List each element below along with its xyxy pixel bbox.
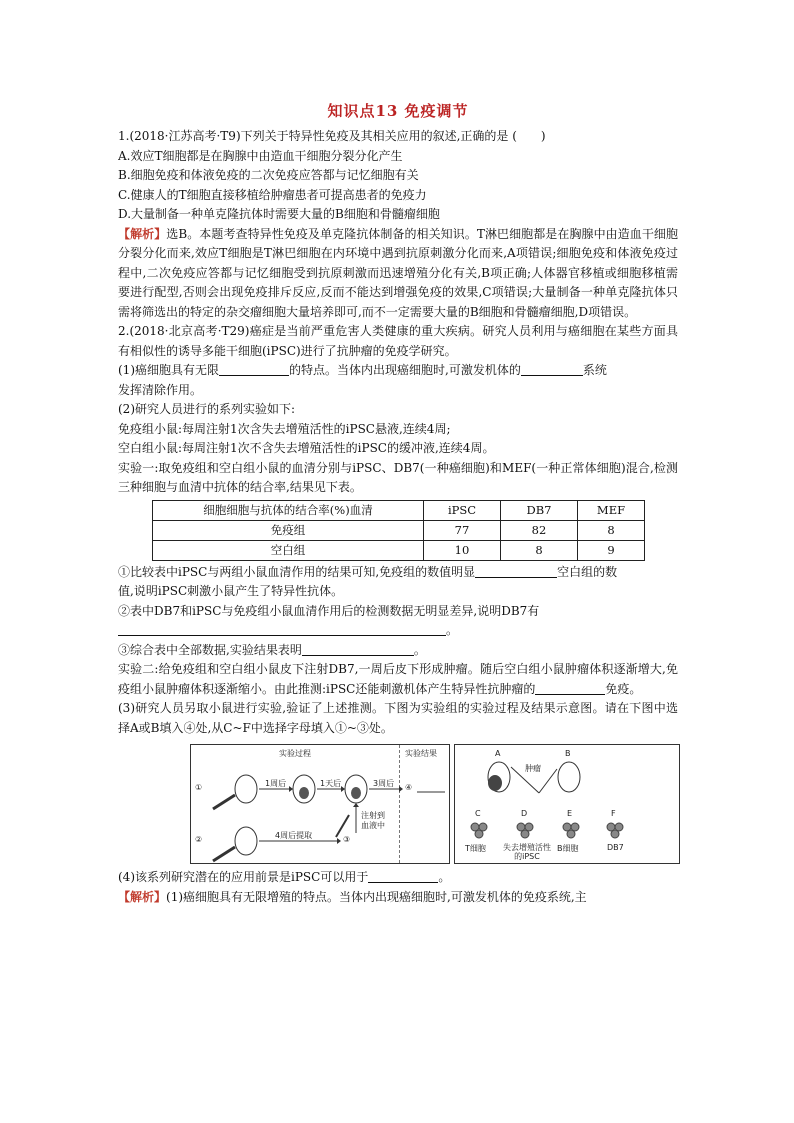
one-day-label: 1天后 bbox=[320, 779, 342, 788]
page-title: 知识点13 免疫调节 bbox=[327, 102, 469, 120]
table-header-cell: DB7 bbox=[501, 500, 578, 520]
mouse-a-label: A bbox=[495, 749, 501, 758]
answer-blank[interactable] bbox=[535, 681, 605, 695]
q2-part1: (1)癌细胞具有无限 的特点。当体内出现癌细胞时,可激发机体的 系统 bbox=[118, 363, 607, 377]
options-panel bbox=[454, 744, 680, 864]
subquestion-3: ③综合表中全部数据,实验结果表明 。 bbox=[118, 642, 426, 657]
db7-label: DB7 bbox=[607, 843, 624, 852]
process-label: 实验过程 bbox=[279, 749, 311, 758]
mark-2: ② bbox=[195, 835, 203, 844]
analysis-label: 【解析】 bbox=[118, 889, 167, 904]
table-header-cell: MEF bbox=[578, 500, 645, 520]
mark-1: ① bbox=[195, 783, 203, 792]
answer-blank[interactable] bbox=[302, 642, 414, 656]
table-cell: 10 bbox=[424, 540, 501, 560]
answer-blank[interactable] bbox=[368, 869, 438, 883]
option-d: D bbox=[521, 809, 528, 818]
answer-blank[interactable] bbox=[118, 622, 446, 636]
q1-stem: 1.(2018·江苏高考·T9)下列关于特异性免疫及其相关应用的叙述,正确的是 ( ) bbox=[118, 129, 546, 143]
q1-option-c: C.健康人的T细胞直接移植给肿瘤患者可提高患者的免疫力 bbox=[118, 187, 427, 202]
table-cell: 77 bbox=[424, 520, 501, 540]
subquestion-1-cont: 值,说明iPSC刺激小鼠产生了特异性抗体。 bbox=[118, 584, 344, 598]
immune-group-text: 免疫组小鼠:每周注射1次含失去增殖活性的iPSC悬液,连续4周; bbox=[118, 421, 451, 436]
table-cell: 空白组 bbox=[153, 540, 424, 560]
answer-blank[interactable] bbox=[219, 362, 289, 376]
q1-option-a: A.效应T细胞都是在胸腺中由造血干细胞分裂分化产生 bbox=[118, 148, 403, 163]
q2-part3: (3)研究人员另取小鼠进行实验,验证了上述推测。下图为实验组的实验过程及结果示意图。请在下图中选择A或B填入④处,从C~F中选择字母填入①~③处。 bbox=[118, 701, 678, 735]
four-weeks-label: 4周后提取 bbox=[275, 831, 313, 840]
q2-analysis bbox=[118, 888, 678, 908]
mouse-b-label: B bbox=[565, 749, 571, 758]
three-weeks-label: 3周后 bbox=[373, 779, 395, 788]
table-header-cell: iPSC bbox=[424, 500, 501, 520]
q1-analysis bbox=[118, 225, 678, 323]
document-page bbox=[118, 100, 678, 907]
mark-4: ④ bbox=[405, 783, 413, 792]
q1-analysis-text: 选B。本题考查特异性免疫及单克隆抗体制备的相关知识。T淋巴细胞都是在胸腺中由造血干细胞分裂分化而来,效应T细胞是T淋巴细胞在内环境中遇到抗原刺激分化而来,A项错误;细胞免疫和体液免疫过程中,二次免疫应答都与记忆细胞受到抗原刺激而迅速增殖分化有关,B项正确;人体器官移植或细胞移植需要进行配型,否则会出现免疫排斥反应,反而不能达到增强免疫的效果,C项错误;大量制备一种单克隆抗体只需将筛选出的特定的杂交瘤细胞大量培养即可,而不一定需要大量的B细胞和骨髓瘤细胞,D项错误。 bbox=[118, 226, 678, 319]
inject-label: 注射到血液中 bbox=[361, 811, 385, 830]
ipsc-label: 失去增殖活性的iPSC bbox=[503, 843, 551, 861]
experiment-two: 实验二:给免疫组和空白组小鼠皮下注射DB7,一周后皮下形成肿瘤。随后空白组小鼠肿瘤体积逐渐增大,免疫组小鼠肿瘤体积逐渐缩小。由此推测:iPSC还能刺激机体产生特异性抗肿瘤的 免疫。 bbox=[118, 662, 678, 696]
q1-option-d: D.大量制备一种单克隆抗体时需要大量的B细胞和骨髓瘤细胞 bbox=[118, 207, 440, 221]
table-row bbox=[153, 520, 645, 540]
table-cell: 9 bbox=[578, 540, 645, 560]
experiment-diagram bbox=[190, 744, 680, 864]
subquestion-2-blank-line: 。 bbox=[118, 621, 678, 641]
q2-part2-head: (2)研究人员进行的系列实验如下: bbox=[118, 402, 296, 416]
table-cell: 免疫组 bbox=[153, 520, 424, 540]
b-cell-label: B细胞 bbox=[557, 844, 579, 853]
process-panel bbox=[190, 744, 450, 864]
q1-option-b: B.细胞免疫和体液免疫的二次免疫应答都与记忆细胞有关 bbox=[118, 168, 419, 182]
blank-group-text: 空白组小鼠:每周注射1次不含失去增殖活性的iPSC的缓冲液,连续4周。 bbox=[118, 441, 495, 455]
answer-blank[interactable] bbox=[475, 564, 557, 578]
option-c: C bbox=[475, 809, 481, 818]
mark-3: ③ bbox=[343, 835, 351, 844]
subquestion-2: ②表中DB7和iPSC与免疫组小鼠血清作用后的检测数据无明显差异,说明DB7有 bbox=[118, 603, 540, 618]
analysis-label: 【解析】 bbox=[118, 226, 167, 241]
table-header-cell: 细胞细胞与抗体的结合率(%)血清 bbox=[153, 500, 424, 520]
table-cell: 8 bbox=[501, 540, 578, 560]
table-cell: 8 bbox=[578, 520, 645, 540]
option-e: E bbox=[567, 809, 573, 818]
option-f: F bbox=[611, 809, 616, 818]
q2-analysis-text: (1)癌细胞具有无限增殖的特点。当体内出现癌细胞时,可激发机体的免疫系统,主 bbox=[166, 889, 587, 904]
one-week-label: 1周后 bbox=[265, 779, 287, 788]
subquestion-1: ①比较表中iPSC与两组小鼠血清作用的结果可知,免疫组的数值明显 空白组的数 bbox=[118, 564, 618, 579]
experiment-one: 实验一:取免疫组和空白组小鼠的血清分别与iPSC、DB7(一种癌细胞)和MEF(一种正常体细胞)混合,检测三种细胞与血清中抗体的结合率,结果见下表。 bbox=[118, 460, 678, 494]
q2-stem: 2.(2018·北京高考·T29)癌症是当前严重危害人类健康的重大疾病。研究人员利用与癌细胞在某些方面具有相似性的诱导多能干细胞(iPSC)进行了抗肿瘤的免疫学研究。 bbox=[118, 324, 678, 358]
answer-blank[interactable] bbox=[521, 362, 583, 376]
process-drawing bbox=[191, 745, 449, 863]
result-label: 实验结果 bbox=[405, 749, 437, 758]
table-row bbox=[153, 540, 645, 560]
table-header-row bbox=[153, 500, 645, 520]
q2-part1-cont: 发挥清除作用。 bbox=[118, 382, 203, 397]
results-table bbox=[152, 500, 645, 561]
t-cell-label: T细胞 bbox=[465, 844, 486, 853]
table-cell: 82 bbox=[501, 520, 578, 540]
q2-part4: (4)该系列研究潜在的应用前景是iPSC可以用于 。 bbox=[118, 870, 451, 884]
tumor-label: 肿瘤 bbox=[525, 764, 541, 773]
